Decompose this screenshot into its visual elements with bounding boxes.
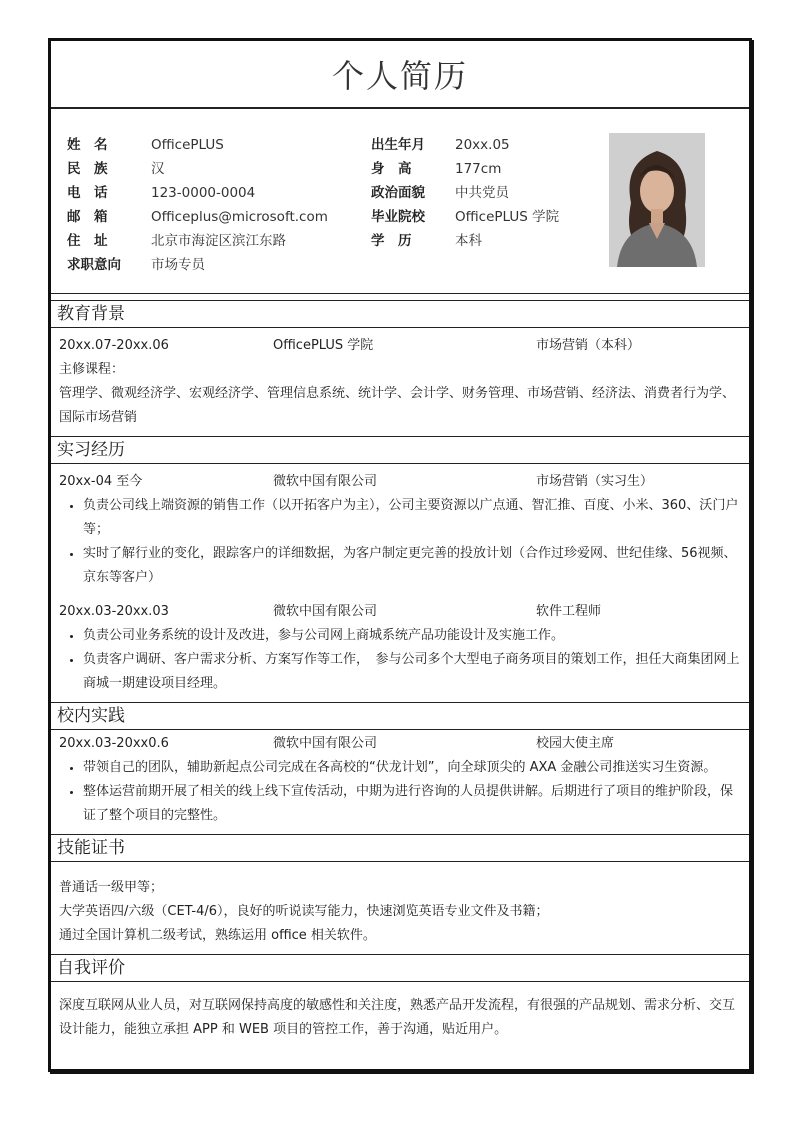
internship-company: 微软中国有限公司 <box>273 604 378 619</box>
self-evaluation-text: 深度互联网从业人员，对互联网保持高度的敏感性和关注度，熟悉产品开发流程，有很强的产品规划、需求分析、交互设计能力，能独立承担 APP 和 WEB 项目的管控工作，善于沟通，贴近用户。 <box>59 998 736 1037</box>
info-email: 邮 箱 Officeplus@microsoft.com <box>67 209 328 225</box>
internship-entry-header <box>59 600 741 624</box>
profile-photo <box>609 133 705 267</box>
personal-info <box>51 109 749 294</box>
education-date: 20xx.07-20xx.06 <box>59 338 169 353</box>
internship-bullets <box>59 624 741 696</box>
info-ethnicity: 民 族 汉 <box>67 161 165 177</box>
courses-label: 主修课程： <box>59 362 125 377</box>
list-item: • 实时了解行业的变化，跟踪客户的详细数据，为客户制定更完善的投放计划（合作过珍爱网、世纪佳缘、56视频、京东等客户） <box>83 542 741 590</box>
skill-line: 大学英语四/六级（CET-4/6），良好的听说读写能力，快速浏览英语专业文件及书籍； <box>59 904 549 919</box>
skill-line: 普通话一级甲等； <box>59 880 164 895</box>
section-heading-self-evaluation: 自我评价 <box>51 954 749 982</box>
education-section <box>51 328 749 436</box>
skills-section <box>51 862 749 954</box>
skill-line: 通过全国计算机二级考试，熟练运用 office 相关软件。 <box>59 928 376 943</box>
list-item: • 负责客户调研、客户需求分析、方案写作等工作， 参与公司多个大型电子商务项目的策划工作，担任大商集团网上商城一期建设项目经理。 <box>83 648 741 696</box>
section-heading-education: 教育背景 <box>51 300 749 328</box>
campus-bullets <box>59 756 741 828</box>
info-political: 政治面貌 中共党员 <box>371 185 509 201</box>
list-item: • 整体运营前期开展了相关的线上线下宣传活动，中期为进行咨询的人员提供讲解。后期进行了项目的维护阶段，保证了整个项目的完整性。 <box>83 780 741 828</box>
section-heading-skills: 技能证书 <box>51 834 749 862</box>
internship-entry-header <box>59 470 741 494</box>
campus-date: 20xx.03-20xx0.6 <box>59 736 169 751</box>
internship-role: 软件工程师 <box>536 604 602 619</box>
portrait-image <box>609 133 705 267</box>
info-name: 姓 名 OfficePLUS <box>67 137 224 153</box>
section-heading-internship: 实习经历 <box>51 436 749 464</box>
campus-entry-header <box>59 732 741 756</box>
info-birth: 出生年月 20xx.05 <box>371 137 510 153</box>
education-major: 市场营销（本科） <box>536 338 641 353</box>
resume-title: 个人简历 <box>51 41 749 109</box>
education-entry-header <box>59 334 741 358</box>
internship-date: 20xx-04 至今 <box>59 474 143 489</box>
internship-role: 市场营销（实习生） <box>536 474 654 489</box>
internship-company: 微软中国有限公司 <box>273 474 378 489</box>
section-heading-campus: 校内实践 <box>51 702 749 730</box>
list-item: • 负责公司业务系统的设计及改进，参与公司网上商城系统产品功能设计及实施工作。 <box>83 624 741 648</box>
list-item: • 带领自己的团队，辅助新起点公司完成在各高校的“伏龙计划”，向全球顶尖的 AXA 金融公司推送实习生资源。 <box>83 756 741 780</box>
self-evaluation-section <box>51 982 749 1048</box>
education-school: OfficePLUS 学院 <box>273 338 374 353</box>
courses-list: 管理学、微观经济学、宏观经济学、管理信息系统、统计学、会计学、财务管理、市场营销、经济法、消费者行为学、国际市场营销 <box>59 386 736 425</box>
internship-section <box>51 464 749 702</box>
info-address: 住 址 北京市海淀区滨江东路 <box>67 233 286 249</box>
internship-date: 20xx.03-20xx.03 <box>59 604 169 619</box>
campus-section <box>51 730 749 834</box>
info-phone: 电 话 123-0000-0004 <box>67 185 256 201</box>
info-height: 身 高 177cm <box>371 161 502 177</box>
info-degree: 学 历 本科 <box>371 233 482 249</box>
campus-role: 校园大使主席 <box>536 736 615 751</box>
list-item: • 负责公司线上端资源的销售工作（以开拓客户为主），公司主要资源以广点通、智汇推、百度、小米、360、沃门户等； <box>83 494 741 542</box>
internship-bullets <box>59 494 741 590</box>
resume-frame <box>48 38 752 1072</box>
campus-company: 微软中国有限公司 <box>273 736 378 751</box>
info-job-intent: 求职意向 市场专员 <box>67 257 205 273</box>
info-school: 毕业院校 OfficePLUS 学院 <box>371 209 560 225</box>
